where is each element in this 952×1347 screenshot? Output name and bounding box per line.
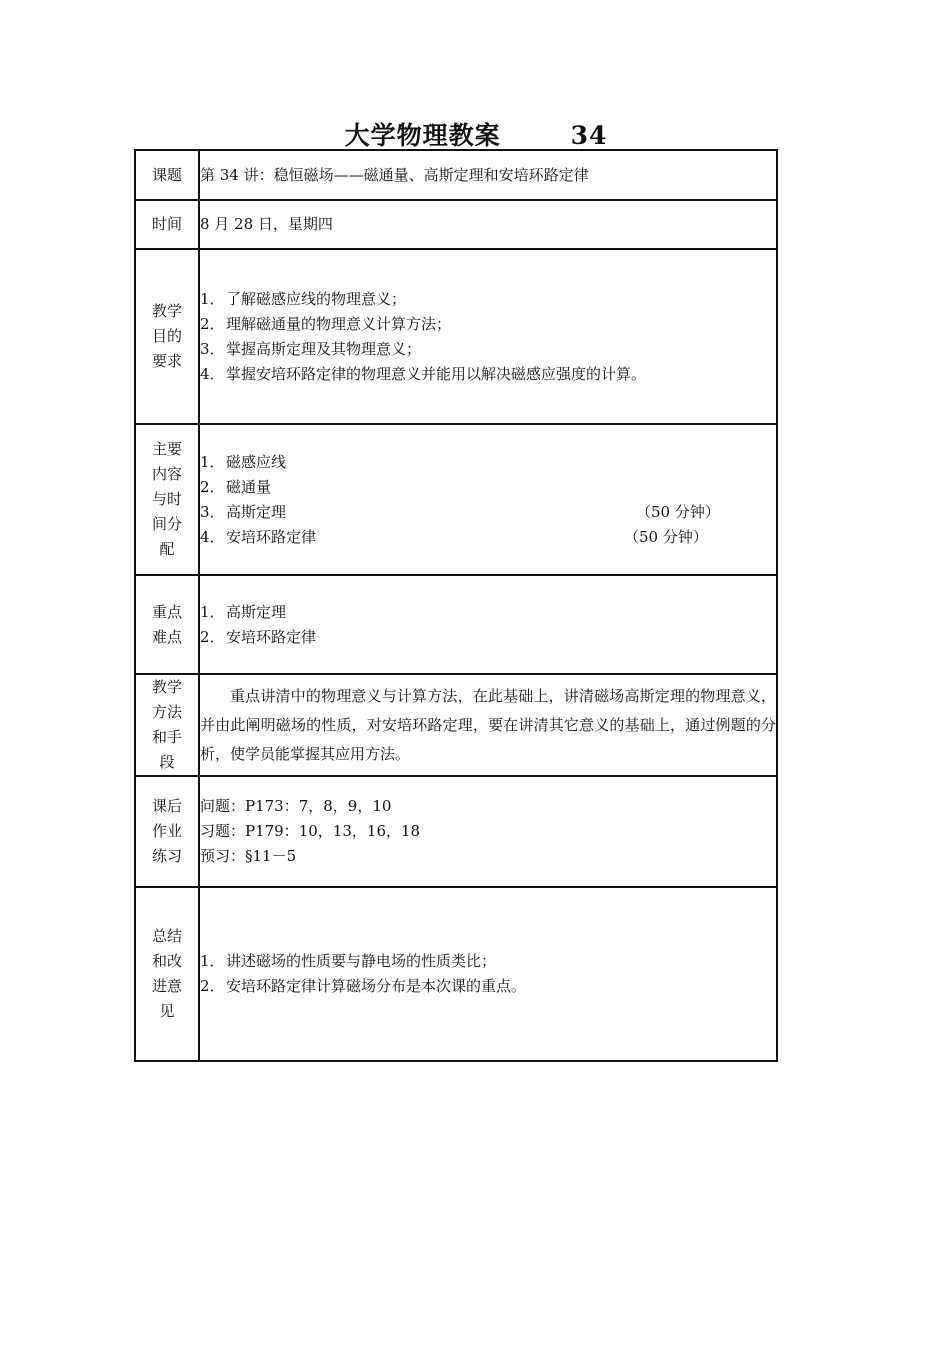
list-item: 4．掌握安培环路定律的物理意义并能用以解决磁感应强度的计算。 bbox=[200, 364, 647, 383]
label-objectives: 教学 目的 要求 bbox=[135, 249, 199, 424]
key-points-list bbox=[199, 575, 777, 674]
label-key-points: 重点 难点 bbox=[135, 575, 199, 674]
homework-list bbox=[199, 776, 777, 887]
row-methods bbox=[135, 674, 777, 776]
list-item: 1．高斯定理 bbox=[200, 602, 287, 621]
label-methods: 教学 方法 和手 段 bbox=[135, 674, 199, 776]
objectives-list bbox=[199, 249, 777, 424]
row-time bbox=[135, 200, 777, 249]
topic-text: 第 34 讲：稳恒磁场——磁通量、高斯定理和安培环路定律 bbox=[200, 165, 589, 184]
row-homework bbox=[135, 776, 777, 887]
time-value bbox=[199, 200, 777, 249]
homework-line: 习题：P179：10，13，16，18 bbox=[200, 822, 421, 840]
methods-value bbox=[199, 674, 777, 776]
list-item: 2．理解磁通量的物理意义计算方法； bbox=[200, 314, 452, 333]
methods-paragraph: 重点讲清中的物理意义与计算方法，在此基础上，讲清磁场高斯定理的物理意义，并由此阐明磁场的性质，对安培环路定理，要在讲清其它意义的基础上，通过例题的分析，使学员能掌握其应用方法。 bbox=[200, 686, 776, 763]
list-item: 2．安培环路定律 bbox=[200, 627, 317, 646]
label-homework: 课后 作业 练习 bbox=[135, 776, 199, 887]
topic-value bbox=[199, 150, 777, 200]
row-topic bbox=[135, 150, 777, 200]
homework-line: 预习：§11－5 bbox=[200, 847, 297, 865]
list-item: 1．了解磁感应线的物理意义； bbox=[200, 289, 407, 308]
content-list bbox=[199, 424, 777, 575]
lesson-number: 34 bbox=[570, 121, 608, 150]
list-item: 1．磁感应线 bbox=[200, 452, 287, 471]
label-time: 时间 bbox=[135, 200, 199, 249]
label-topic: 课题 bbox=[135, 150, 199, 200]
homework-line: 问题：P173：7，8，9，10 bbox=[200, 797, 392, 815]
list-item: 3．高斯定理 （50 分钟） bbox=[200, 500, 776, 525]
row-key-points bbox=[135, 575, 777, 674]
row-content bbox=[135, 424, 777, 575]
lesson-plan-table bbox=[134, 149, 778, 1062]
summary-list bbox=[199, 887, 777, 1061]
row-objectives bbox=[135, 249, 777, 424]
list-item: 2．磁通量 bbox=[200, 477, 272, 496]
row-summary bbox=[135, 887, 777, 1061]
list-item: 2．安培环路定律计算磁场分布是本次课的重点。 bbox=[200, 977, 527, 995]
label-content: 主要 内容 与时 间分 配 bbox=[135, 424, 199, 575]
time-text: 8 月 28 日，星期四 bbox=[200, 215, 333, 233]
list-item: 4．安培环路定律 （50 分钟） bbox=[200, 525, 776, 550]
list-item: 3．掌握高斯定理及其物理意义； bbox=[200, 339, 422, 358]
duration-label: （50 分钟） bbox=[636, 502, 720, 521]
list-item: 1．讲述磁场的性质要与静电场的性质类比； bbox=[200, 952, 497, 970]
duration-label: （50 分钟） bbox=[624, 527, 708, 546]
label-summary: 总结 和改 进意 见 bbox=[135, 887, 199, 1061]
document-title bbox=[0, 116, 952, 152]
title-text: 大学物理教案 bbox=[344, 121, 501, 150]
